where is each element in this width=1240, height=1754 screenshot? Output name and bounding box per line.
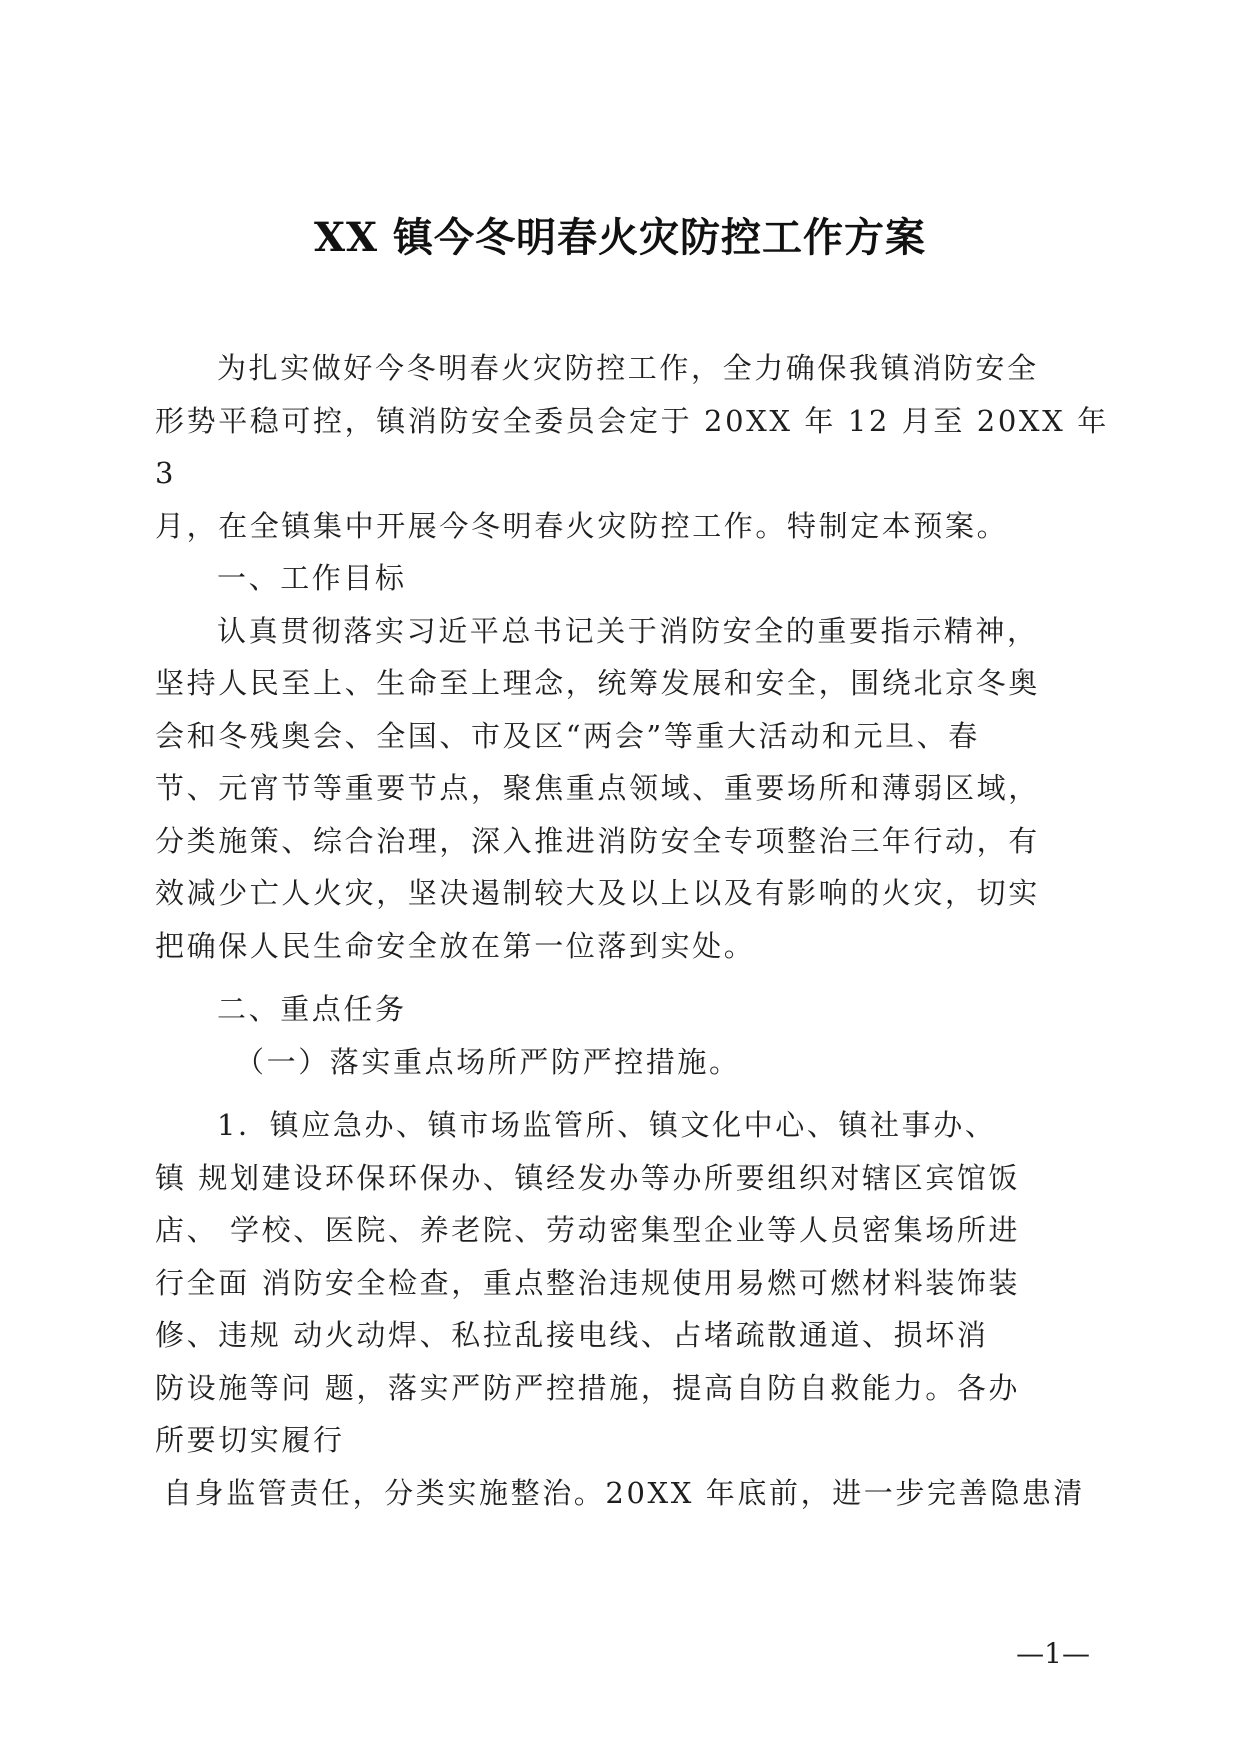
paragraph-line: 形势平稳可控，镇消防安全委员会定于 20XX 年 12 月至 20XX 年 xyxy=(155,403,1109,438)
paragraph-line: 坚持人民至上、生命至上理念，统筹发展和安全，围绕北京冬奥 xyxy=(155,666,1040,700)
paragraph-line: 认真贯彻落实习近平总书记关于消防安全的重要指示精神， xyxy=(217,613,1039,648)
paragraph-line: 分类施策、综合治理，深入推进消防安全专项整治三年行动，有 xyxy=(155,823,1040,858)
paragraph-line: 把确保人民生命安全放在第一位落到实处。 xyxy=(155,928,756,963)
document-body xyxy=(155,342,1109,1519)
subsection-heading: （一）落实重点场所严防严控措施。 xyxy=(235,1044,741,1079)
section-heading: 二、重点任务 xyxy=(217,992,407,1026)
paragraph-line: 3 xyxy=(155,456,177,490)
section-heading: 一、工作目标 xyxy=(217,561,407,595)
paragraph-line: 1．镇应急办、镇市场监管所、镇文化中心、镇社事办、 xyxy=(217,1108,997,1142)
paragraph-line: 节、元宵节等重要节点，聚焦重点领域、重要场所和薄弱区域， xyxy=(155,771,1040,805)
paragraph-line: 镇 规划建设环保环保办、镇经发办等办所要组织对辖区宾馆饭 xyxy=(155,1160,1021,1195)
paragraph-line: 行全面 消防安全检查，重点整治违规使用易燃可燃材料装饰装 xyxy=(155,1265,1021,1300)
paragraph-line: 店、 学校、医院、养老院、劳动密集型企业等人员密集场所进 xyxy=(155,1213,1021,1247)
document-title: XX 镇今冬明春火灾防控工作方案 xyxy=(314,214,926,261)
page-number: —1— xyxy=(1016,1637,1090,1670)
paragraph-line: 为扎实做好今冬明春火灾防控工作，全力确保我镇消防安全 xyxy=(217,351,1039,385)
paragraph-line: 会和冬残奥会、全国、市及区“两会”等重大活动和元旦、春 xyxy=(155,718,980,753)
paragraph-line: 防设施等问 题，落实严防严控措施，提高自防自救能力。各办 xyxy=(155,1370,1021,1405)
paragraph-line: 所要切实履行 xyxy=(155,1423,345,1457)
paragraph-line: 自身监管责任，分类实施整治。20XX 年底前，进一步完善隐患清 xyxy=(163,1475,1086,1510)
paragraph-line: 修、违规 动火动焊、私拉乱接电线、占堵疏散通道、损坏消 xyxy=(155,1318,989,1352)
paragraph-line: 效减少亡人火灾，坚决遏制较大及以上以及有影响的火灾，切实 xyxy=(155,876,1040,910)
paragraph-line: 月，在全镇集中开展今冬明春火灾防控工作。特制定本预案。 xyxy=(155,508,1009,543)
